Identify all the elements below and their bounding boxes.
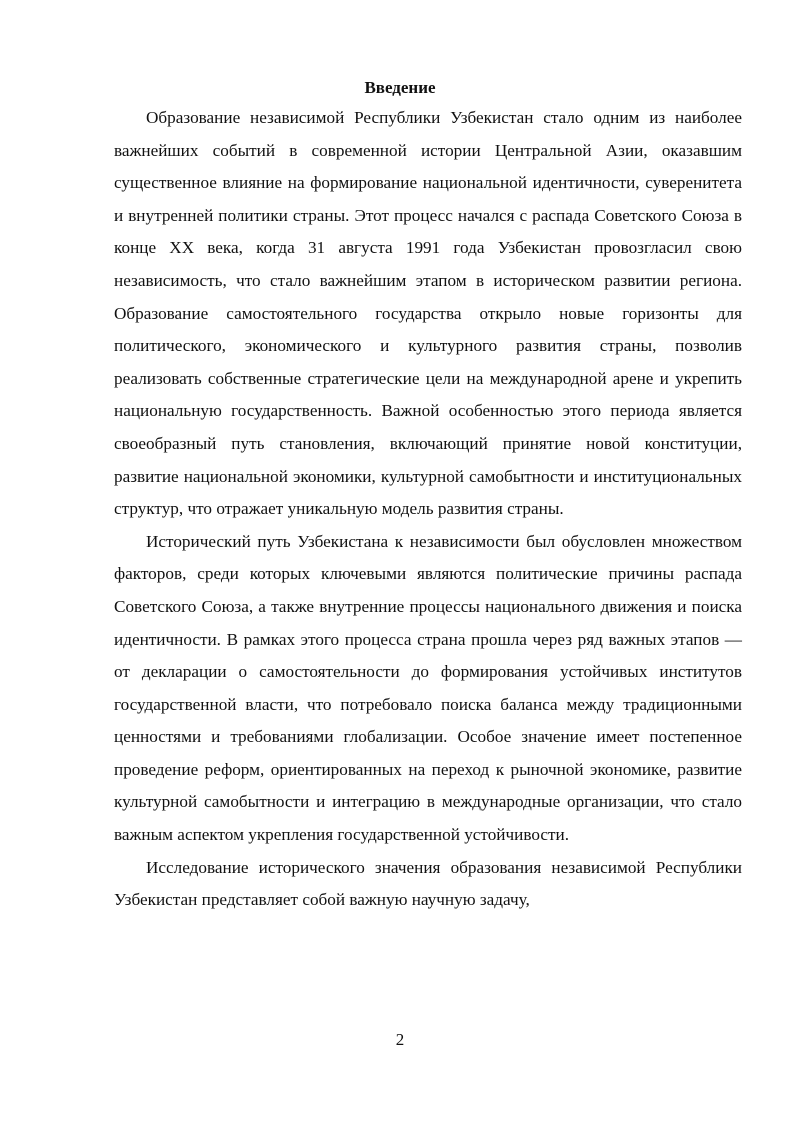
section-heading: Введение <box>364 78 436 97</box>
paragraph-2: Исторический путь Узбекистана к независимости был обусловлен множеством факторов, среди которых ключевыми являются политические причины распада Советского Союза, а также внутренние процессы национального движения и поиска идентичности. В рамках этого процесса страна прошла через ряд важных этапов — от декларации о самостоятельности до формирования устойчивых институтов государственной власти, что потребовало поиска баланса между традиционными ценностями и требованиями глобализации. Особое значение имеет постепенное проведение реформ, ориентированных на переход к рыночной экономике, развитие культурной самобытности и интеграцию в международные организации, что стало важным аспектом укрепления государственной устойчивости. <box>114 531 742 845</box>
paragraph-1: Образование независимой Республики Узбекистан стало одним из наиболее важнейших событий в современной истории Центральной Азии, оказавшим существенное влияние на формирование национальной идентичности, суверенитета и внутренней политики страны. Этот процесс начался с распада Советского Союза в конце XX века, когда 31 августа 1991 года Узбекистан провозгласил свою независимость, что стало важнейшим этапом в историческом развитии региона. Образование самостоятельного государства открыло новые горизонты для политического, экономического и культурного развития страны, позволив реализовать собственные стратегические цели на международной арене и укрепить национальную государственность. Важной особенностью этого периода является своеобразный путь становления, включающий принятие новой конституции, развитие национальной экономики, культурной самобытности и институциональных структур, что отражает уникальную модель развития страны. <box>114 108 742 519</box>
paragraph-3: Исследование исторического значения образования независимой Республики Узбекистан представляет собой важную научную задачу, <box>114 857 742 910</box>
page-number: 2 <box>395 1030 405 1049</box>
body-text <box>114 102 742 917</box>
